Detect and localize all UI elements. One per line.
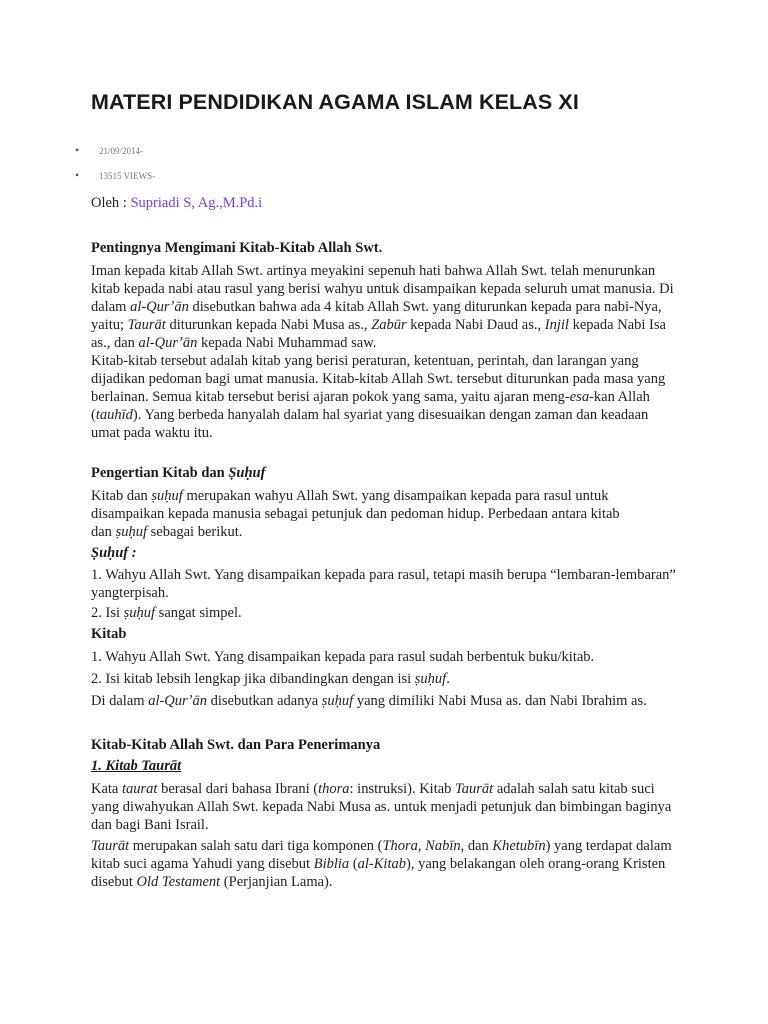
bullet-icon: • xyxy=(75,168,80,182)
italic-term: tauhīd xyxy=(95,407,133,423)
text-run: Kitab dan xyxy=(91,488,152,504)
text-line xyxy=(91,487,711,505)
meta-date-text: 21/09/2014- xyxy=(99,146,143,156)
italic-term: al-Qurʼān xyxy=(148,693,207,709)
paragraph-kitab-kitab xyxy=(91,352,711,442)
text-run: merupakan wahyu Allah Swt. yang disampaikan kepada para rasul untuk xyxy=(182,488,609,504)
text-line: disampaikan kepada manusia sebagai petunjuk dan pedoman hidup. Perbedaan antara kitab xyxy=(91,506,620,522)
text-run: yaitu; xyxy=(91,317,128,333)
italic-term: Injil xyxy=(544,317,569,333)
text-run: , xyxy=(417,838,426,854)
paragraph-taurat-komponen xyxy=(91,837,711,891)
bullet-icon: • xyxy=(75,143,80,157)
text-run: disebutkan adanya xyxy=(207,693,322,709)
text-line xyxy=(91,388,711,406)
text-line: dijadikan pedoman bagi umat manusia. Kitab-kitab Allah Swt. tersebut diturunkan pada masa yang xyxy=(91,371,666,387)
paragraph-kata-taurat xyxy=(91,780,711,834)
kitab-label: Kitab xyxy=(91,626,127,642)
paragraph-kitab-dan-suhuf xyxy=(91,487,711,541)
text-run: sebagai berikut. xyxy=(146,524,243,540)
section-heading-pengertian xyxy=(91,465,265,482)
suhuf-list xyxy=(91,566,711,602)
text-run: merupakan salah satu dari tiga komponen ( xyxy=(129,838,383,854)
text-run: disebutkan bahwa ada 4 kitab Allah Swt. yang diturunkan kepada para nabi-Nya, xyxy=(188,299,662,315)
text-line: Iman kepada kitab Allah Swt. artinya meyakini sepenuh hati bahwa Allah Swt. telah menurunkan xyxy=(91,263,656,279)
text-line: dan bagi Bani Israil. xyxy=(91,817,209,833)
list-item: 1. Wahyu Allah Swt. Yang disampaikan kepada para rasul sudah berbentuk buku/kitab. xyxy=(91,649,595,665)
text-run: berasal dari bahasa Ibrani ( xyxy=(157,781,319,797)
text-run: Kata xyxy=(91,781,122,797)
text-run: berlainan. Semua kitab tersebut berisi ajaran pokok yang sama, yaitu ajaran meng- xyxy=(91,389,570,405)
text-line xyxy=(91,780,711,798)
italic-term: al-Qurʼān xyxy=(130,299,189,315)
section-heading-pentingnya: Pentingnya Mengimani Kitab-Kitab Allah Swt. xyxy=(91,240,383,256)
meta-date xyxy=(75,143,143,158)
text-run: adalah salah satu kitab suci xyxy=(493,781,655,797)
italic-term: ṣuḥuf xyxy=(321,693,354,709)
italic-term: Biblia xyxy=(313,856,350,872)
text-run: ( xyxy=(91,407,96,423)
italic-term: ṣuḥuf xyxy=(151,488,183,504)
suhuf-list-2 xyxy=(91,604,711,622)
text-line: kitab kepada nabi atau rasul yang berisi wahyu untuk disampaikan kepada seluruh umat manusia. Di xyxy=(91,281,674,297)
kitab-list xyxy=(91,648,711,666)
text-run: ) yang terdapat dalam xyxy=(545,838,672,854)
text-line xyxy=(91,523,711,541)
text-run: . xyxy=(446,671,450,687)
text-run: (Perjanjian Lama). xyxy=(220,874,333,890)
text-line: yang diwahyukan Allah Swt. kepada Nabi Musa as. untuk menjadi petunjuk dan bimbingan baginya xyxy=(91,799,672,815)
text-run: 2. Isi kitab lebsih lengkap jika dibandingkan dengan isi xyxy=(91,671,415,687)
text-run: , dan xyxy=(460,838,493,854)
text-run: yang dimiliki Nabi Musa as. dan Nabi Ibrahim as. xyxy=(353,693,647,709)
italic-term: ṣuḥuf xyxy=(115,524,147,540)
italic-term: Taurāt xyxy=(455,781,494,797)
text-line: Kitab-kitab tersebut adalah kitab yang berisi peraturan, ketentuan, perintah, dan larangan yang xyxy=(91,353,639,369)
text-run: 2. Isi xyxy=(91,605,124,621)
text-run: kepada Nabi Daud as., xyxy=(406,317,545,333)
text-run: kepada Nabi Muhammad saw. xyxy=(197,335,377,351)
meta-list-date xyxy=(75,143,143,158)
italic-term: Taurāt xyxy=(127,317,166,333)
suhuf-label: Ṣuḥuf : xyxy=(91,545,137,561)
text-line xyxy=(91,855,711,873)
meta-views xyxy=(75,168,155,183)
text-line xyxy=(91,406,711,424)
italic-term: Nabīn xyxy=(425,838,461,854)
text-line xyxy=(91,316,711,334)
subheading-kitab-taurat: 1. Kitab Taurāt xyxy=(91,758,182,774)
text-line: umat pada waktu itu. xyxy=(91,425,213,441)
italic-term: ṣuḥuf xyxy=(414,671,447,687)
text-run: diturunkan kepada Nabi Musa as., xyxy=(165,317,372,333)
text-run: dalam xyxy=(91,299,131,315)
text-line xyxy=(91,692,711,710)
italic-term: ṣuḥuf xyxy=(123,605,156,621)
text-run: ). Yang berbeda hanyalah dalam hal syariat yang disesuaikan dengan zaman dan keadaan xyxy=(132,407,649,423)
meta-views-text: 13515 VIEWS- xyxy=(99,171,156,181)
text-run: : instruksi). Kitab xyxy=(349,781,456,797)
list-item xyxy=(91,604,711,622)
text-line xyxy=(91,298,711,316)
section-heading-kitab-kitab: Kitab-Kitab Allah Swt. dan Para Penerimanya xyxy=(91,737,381,753)
author-prefix: Oleh : xyxy=(91,195,131,211)
italic-term: Old Testament xyxy=(136,874,221,890)
list-item xyxy=(91,670,711,688)
italic-term: taurat xyxy=(122,781,158,797)
italic-term: Zabūr xyxy=(371,317,407,333)
text-run: sangat simpel. xyxy=(155,605,242,621)
text-line xyxy=(91,873,711,891)
text-run: -kan Allah xyxy=(589,389,650,405)
meta-list-views xyxy=(75,168,155,183)
paragraph-closing-suhuf xyxy=(91,692,711,710)
text-run: dan xyxy=(91,524,116,540)
italic-term: Khetubīn xyxy=(492,838,546,854)
italic-term: Thora xyxy=(382,838,418,854)
italic-term: Taurāt xyxy=(91,838,130,854)
text-line xyxy=(91,334,711,352)
page-title: MATERI PENDIDIKAN AGAMA ISLAM KELAS XI xyxy=(91,90,579,114)
author-name-link[interactable]: Supriadi S, Ag.,M.Pd.i xyxy=(130,195,263,211)
text-run: disebut xyxy=(91,874,137,890)
author-line xyxy=(91,195,262,212)
paragraph-iman xyxy=(91,262,711,352)
italic-term: thora xyxy=(318,781,350,797)
kitab-list-2 xyxy=(91,670,711,688)
italic-term: al-Qurʼān xyxy=(138,335,198,351)
italic-term: al-Kitab xyxy=(357,856,406,872)
text-run: kitab suci agama Yahudi yang disebut xyxy=(91,856,314,872)
list-item: 1. Wahyu Allah Swt. Yang disampaikan kepada para rasul, tetapi masih berupa “lembaran-lembaran” xyxy=(91,567,676,583)
heading-italic: Ṣuḥuf xyxy=(228,465,266,481)
text-run: Di dalam xyxy=(91,693,149,709)
text-run: as., dan xyxy=(91,335,139,351)
italic-term: esa xyxy=(569,389,590,405)
text-run: kepada Nabi Isa xyxy=(568,317,666,333)
text-run: ( xyxy=(349,856,358,872)
text-run: ), yang belakangan oleh orang-orang Kristen xyxy=(405,856,666,872)
heading-text: Pengertian Kitab dan xyxy=(91,465,229,481)
text-line xyxy=(91,837,711,855)
list-item-continuation: yangterpisah. xyxy=(91,585,169,601)
